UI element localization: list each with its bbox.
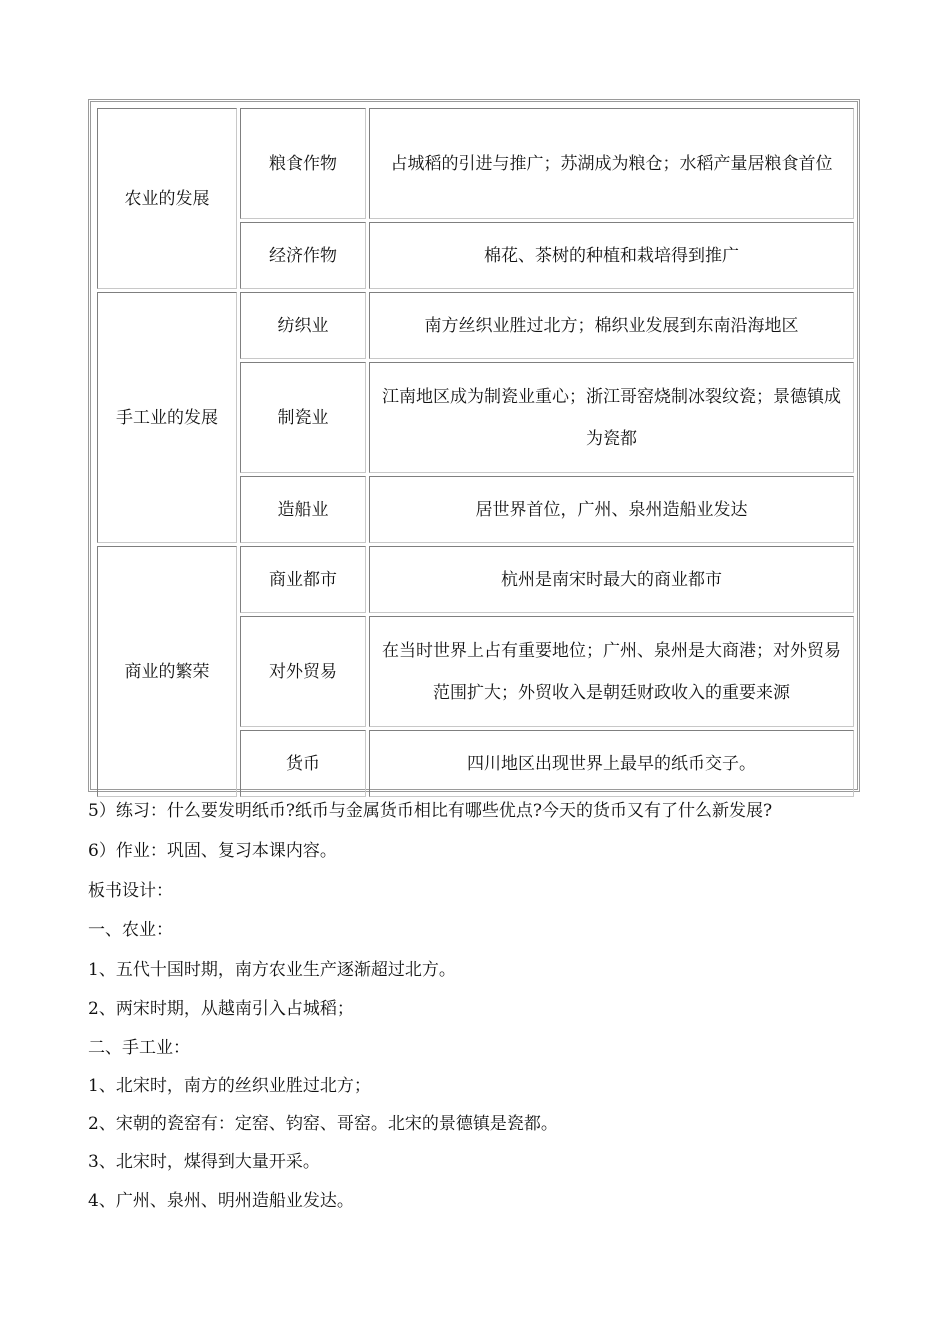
item-cell: 制瓷业 [240,362,366,473]
exercise-line: 5）练习：什么要发明纸币?纸币与金属货币相比有哪些优点?今天的货币又有了什么新发展? [88,801,773,821]
detail-cell: 在当时世界上占有重要地位；广州、泉州是大商港；对外贸易范围扩大；外贸收入是朝廷财政收入的重要来源 [369,616,854,727]
table-row [97,546,854,613]
category-cell: 商业的繁荣 [97,546,237,797]
list-item: 3、北宋时，煤得到大量开采。 [88,1152,320,1172]
section-heading: 一、农业： [88,920,173,940]
detail-cell: 南方丝织业胜过北方；棉织业发展到东南沿海地区 [369,292,854,359]
list-item: 4、广州、泉州、明州造船业发达。 [88,1191,354,1211]
homework-line: 6）作业：巩固、复习本课内容。 [88,841,337,861]
board-design-heading: 板书设计： [88,881,173,901]
list-item: 2、宋朝的瓷窑有：定窑、钧窑、哥窑。北宋的景德镇是瓷都。 [88,1114,558,1134]
category-cell: 手工业的发展 [97,292,237,543]
list-item: 2、两宋时期，从越南引入占城稻； [88,999,354,1019]
item-cell: 商业都市 [240,546,366,613]
economy-table [94,105,857,800]
detail-cell: 四川地区出现世界上最早的纸币交子。 [369,730,854,797]
item-cell: 经济作物 [240,222,366,289]
list-item: 1、五代十国时期，南方农业生产逐渐超过北方。 [88,960,456,980]
detail-cell: 江南地区成为制瓷业重心；浙江哥窑烧制冰裂纹瓷；景德镇成为瓷都 [369,362,854,473]
detail-cell: 杭州是南宋时最大的商业都市 [369,546,854,613]
list-item: 1、北宋时，南方的丝织业胜过北方； [88,1076,371,1096]
detail-cell: 占城稻的引进与推广；苏湖成为粮仓；水稻产量居粮食首位 [369,108,854,219]
item-cell: 纺织业 [240,292,366,359]
item-cell: 货币 [240,730,366,797]
category-cell: 农业的发展 [97,108,237,289]
item-cell: 粮食作物 [240,108,366,219]
detail-cell: 棉花、茶树的种植和栽培得到推广 [369,222,854,289]
item-cell: 对外贸易 [240,616,366,727]
item-cell: 造船业 [240,476,366,543]
table-row [97,292,854,359]
section-heading: 二、手工业： [88,1038,190,1058]
table-row [97,108,854,219]
detail-cell: 居世界首位，广州、泉州造船业发达 [369,476,854,543]
summary-table [88,99,860,792]
